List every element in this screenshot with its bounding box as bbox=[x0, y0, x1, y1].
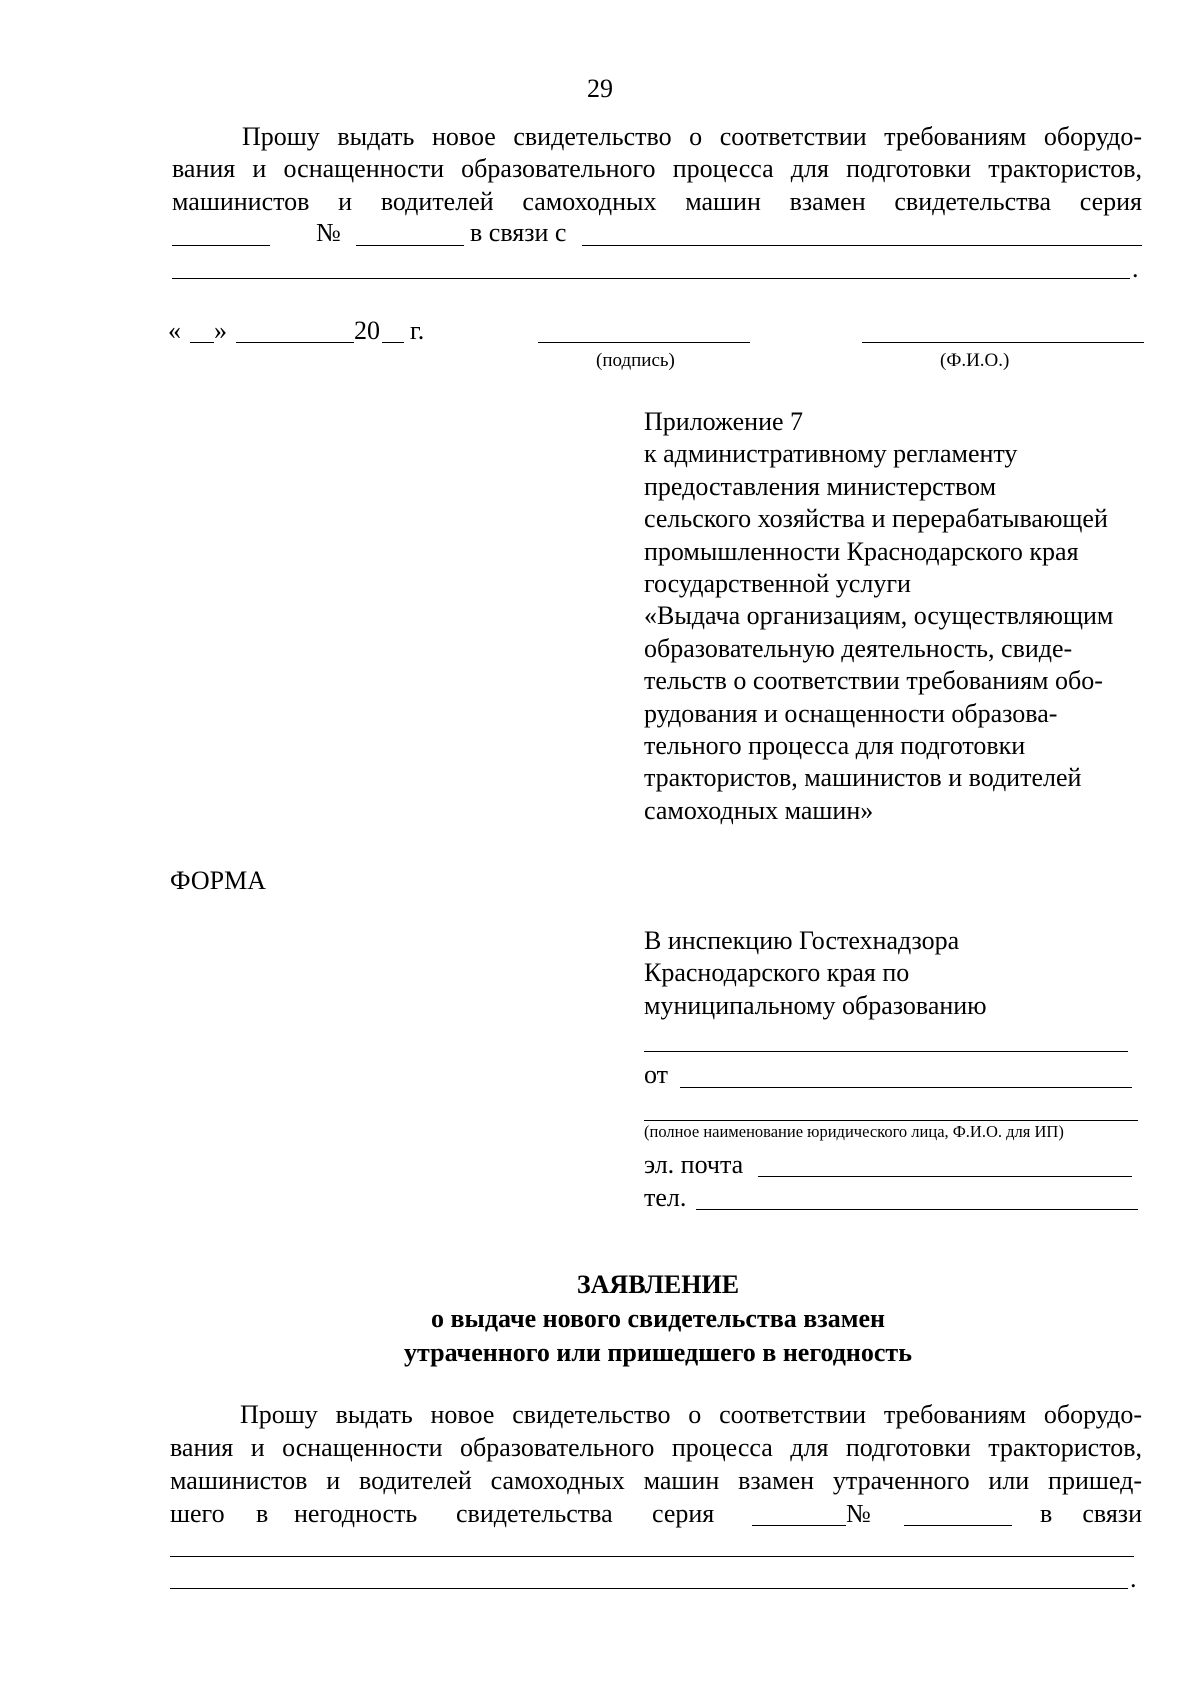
bottom-number-blank-line[interactable] bbox=[904, 1525, 1012, 1526]
name-blank-line[interactable] bbox=[862, 342, 1144, 343]
appendix-line: «Выдача организациям, осуществляющим bbox=[644, 601, 1114, 631]
in-connection-label: в связи с bbox=[470, 218, 567, 247]
appendix-line: рудования и оснащенности образова- bbox=[644, 698, 1058, 728]
form-label: ФОРМА bbox=[170, 866, 266, 895]
statement-subtitle-2: утраченного или пришедшего в негодность bbox=[404, 1338, 912, 1367]
bottom-request-line-1: Прошу выдать новое свидетельство о соответствии требованиям оборудо- bbox=[240, 1400, 1142, 1429]
addressee-line-3: муниципальному образованию bbox=[644, 991, 987, 1020]
page-number: 29 bbox=[587, 74, 613, 103]
appendix-line: трактористов, машинистов и водителей bbox=[644, 763, 1082, 793]
reason-blank-line-2[interactable] bbox=[172, 278, 1130, 279]
year-suffix: г. bbox=[410, 316, 425, 345]
bottom-word: шего bbox=[170, 1499, 225, 1528]
appendix-line: государственной услуги bbox=[644, 569, 911, 599]
from-blank-line[interactable] bbox=[680, 1087, 1132, 1088]
appendix-line: сельского хозяйства и перерабатывающей bbox=[644, 504, 1108, 534]
appendix-line: Приложение 7 bbox=[644, 407, 804, 436]
phone-label: тел. bbox=[644, 1183, 687, 1212]
number-sign: № bbox=[316, 218, 341, 247]
bottom-series-blank-line[interactable] bbox=[752, 1525, 846, 1526]
year-prefix: 20 bbox=[354, 316, 380, 345]
bottom-in-connection-label: в связи bbox=[1040, 1499, 1142, 1528]
appendix-line: тельного процесса для подготовки bbox=[644, 731, 1026, 761]
reason-blank-line[interactable] bbox=[582, 245, 1142, 246]
appendix-line: промышленности Краснодарского края bbox=[644, 536, 1079, 566]
name-caption: (Ф.И.О.) bbox=[940, 350, 1010, 371]
signature-blank-line[interactable] bbox=[538, 342, 750, 343]
appendix-line: образовательную деятельность, свиде- bbox=[644, 633, 1073, 663]
bottom-reason-blank-line-2[interactable] bbox=[170, 1588, 1128, 1589]
municipality-blank-line[interactable] bbox=[644, 1051, 1128, 1052]
bottom-request-line-3: машинистов и водителей самоходных машин взамен утраченного или пришед- bbox=[170, 1466, 1142, 1495]
signature-caption: (подпись) bbox=[596, 350, 675, 371]
bottom-word: негодность bbox=[294, 1499, 418, 1528]
appendix-line: предоставления министерством bbox=[644, 471, 997, 501]
close-quote: » bbox=[214, 316, 227, 345]
addressee-line-1: В инспекцию Гостехнадзора bbox=[644, 926, 960, 955]
top-request-line-1: Прошу выдать новое свидетельство о соответствии требованиям оборудо- bbox=[242, 122, 1142, 151]
addressee-line-2: Краснодарского края по bbox=[644, 958, 910, 987]
statement-subtitle-1: о выдаче нового свидетельства взамен bbox=[431, 1304, 885, 1333]
year-blank-line[interactable] bbox=[382, 342, 404, 343]
top-request-line-2: вания и оснащенности образовательного процесса для подготовки трактористов, bbox=[172, 154, 1142, 183]
number-blank-line[interactable] bbox=[356, 245, 464, 246]
appendix-line: к административному регламенту bbox=[644, 439, 1018, 469]
statement-heading: ЗАЯВЛЕНИЕ bbox=[576, 1270, 740, 1299]
end-period: . bbox=[1132, 254, 1139, 283]
appendix-line: тельств о соответствии требованиям обо- bbox=[644, 666, 1103, 696]
appendix-block bbox=[644, 406, 1113, 827]
from-label: от bbox=[644, 1060, 669, 1089]
bottom-request-line-2: вания и оснащенности образовательного процесса для подготовки трактористов, bbox=[170, 1433, 1142, 1462]
top-request-line-3: машинистов и водителей самоходных машин взамен свидетельства серия bbox=[172, 187, 1142, 216]
email-label: эл. почта bbox=[644, 1150, 744, 1179]
day-blank-line[interactable] bbox=[190, 342, 214, 343]
bottom-word: свидетельства bbox=[456, 1499, 613, 1528]
phone-blank-line[interactable] bbox=[696, 1209, 1138, 1210]
email-blank-line[interactable] bbox=[758, 1176, 1132, 1177]
bottom-number-sign: № bbox=[846, 1499, 871, 1528]
month-blank-line[interactable] bbox=[236, 342, 354, 343]
appendix-line: самоходных машин» bbox=[644, 795, 874, 825]
series-blank-line[interactable] bbox=[172, 245, 270, 246]
bottom-word: серия bbox=[652, 1499, 715, 1528]
full-name-caption: (полное наименование юридического лица, Ф.И.О. для ИП) bbox=[644, 1122, 1064, 1141]
open-quote: « bbox=[168, 316, 181, 345]
bottom-word: в bbox=[256, 1499, 269, 1528]
bottom-end-period: . bbox=[1130, 1564, 1137, 1593]
bottom-reason-blank-line[interactable] bbox=[170, 1556, 1134, 1557]
name-blank-line-2[interactable] bbox=[644, 1120, 1138, 1121]
